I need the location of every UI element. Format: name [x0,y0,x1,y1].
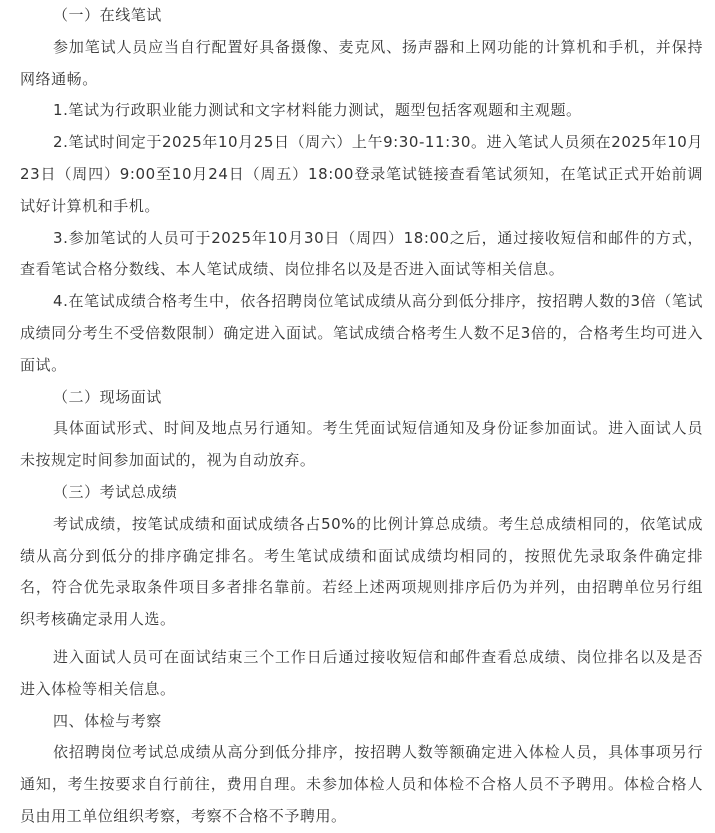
section-heading-physical-exam: 四、体检与考察 [53,711,162,730]
section-heading-online-written-exam: （一）在线笔试 [53,6,162,24]
paragraph-exam-time: 2.笔试时间定于2025年10月25日（周六）上午9:30-11:30。进入笔试人员须在2025年10月23日（周四）9:00至10月24日（周五）18:00登录笔试链接查看笔试须知，在笔试正式开始前调试好计算机和手机。 [20,133,703,215]
paragraph-equipment-requirements: 参加笔试人员应当自行配置好具备摄像、麦克风、扬声器和上网功能的计算机和手机，并保持网络通畅。 [20,37,703,88]
section-heading-onsite-interview: （二）现场面试 [53,387,162,406]
paragraph-exam-content: 1.笔试为行政职业能力测试和文字材料能力测试，题型包括客观题和主观题。 [53,101,582,120]
paragraph-physical-exam-details: 依招聘岗位考试总成绩从高分到低分排序，按招聘人数等额确定进入体检人员，具体事项另行通知，考生按要求自行前往，费用自理。未参加体检人员和体检不合格人员不予聘用。体检合格人员由用工单位组织考察，考察不合格不予聘用。 [20,743,703,825]
paragraph-total-score-query: 进入面试人员可在面试结束三个工作日后通过接收短信和邮件查看总成绩、岗位排名以及是否进入体检等相关信息。 [20,647,703,698]
paragraph-interview-selection: 4.在笔试成绩合格考生中，依各招聘岗位笔试成绩从高分到低分排序，按招聘人数的3倍（笔试成绩同分考生不受倍数限制）确定进入面试。笔试成绩合格考生人数不足3倍的，合格考生均可进入面试。 [20,292,703,374]
section-heading-total-score: （三）考试总成绩 [53,482,178,501]
paragraph-score-calculation: 考试成绩，按笔试成绩和面试成绩各占50%的比例计算总成绩。考生总成绩相同的，依笔试成绩从高分到低分的排序确定排名。考生笔试成绩和面试成绩均相同的，按照优先录取条件确定排名，符合优先录取条件项目多者排名靠前。若经上述两项规则排序后仍为并列，由招聘单位另行组织考核确定录用人选。 [20,514,703,629]
paragraph-results-query: 3.参加笔试的人员可于2025年10月30日（周四）18:00之后，通过接收短信和邮件的方式，查看笔试合格分数线、本人笔试成绩、岗位排名以及是否进入面试等相关信息。 [20,228,703,279]
paragraph-interview-details: 具体面试形式、时间及地点另行通知。考生凭面试短信通知及身份证参加面试。进入面试人员未按规定时间参加面试的，视为自动放弃。 [20,419,703,470]
